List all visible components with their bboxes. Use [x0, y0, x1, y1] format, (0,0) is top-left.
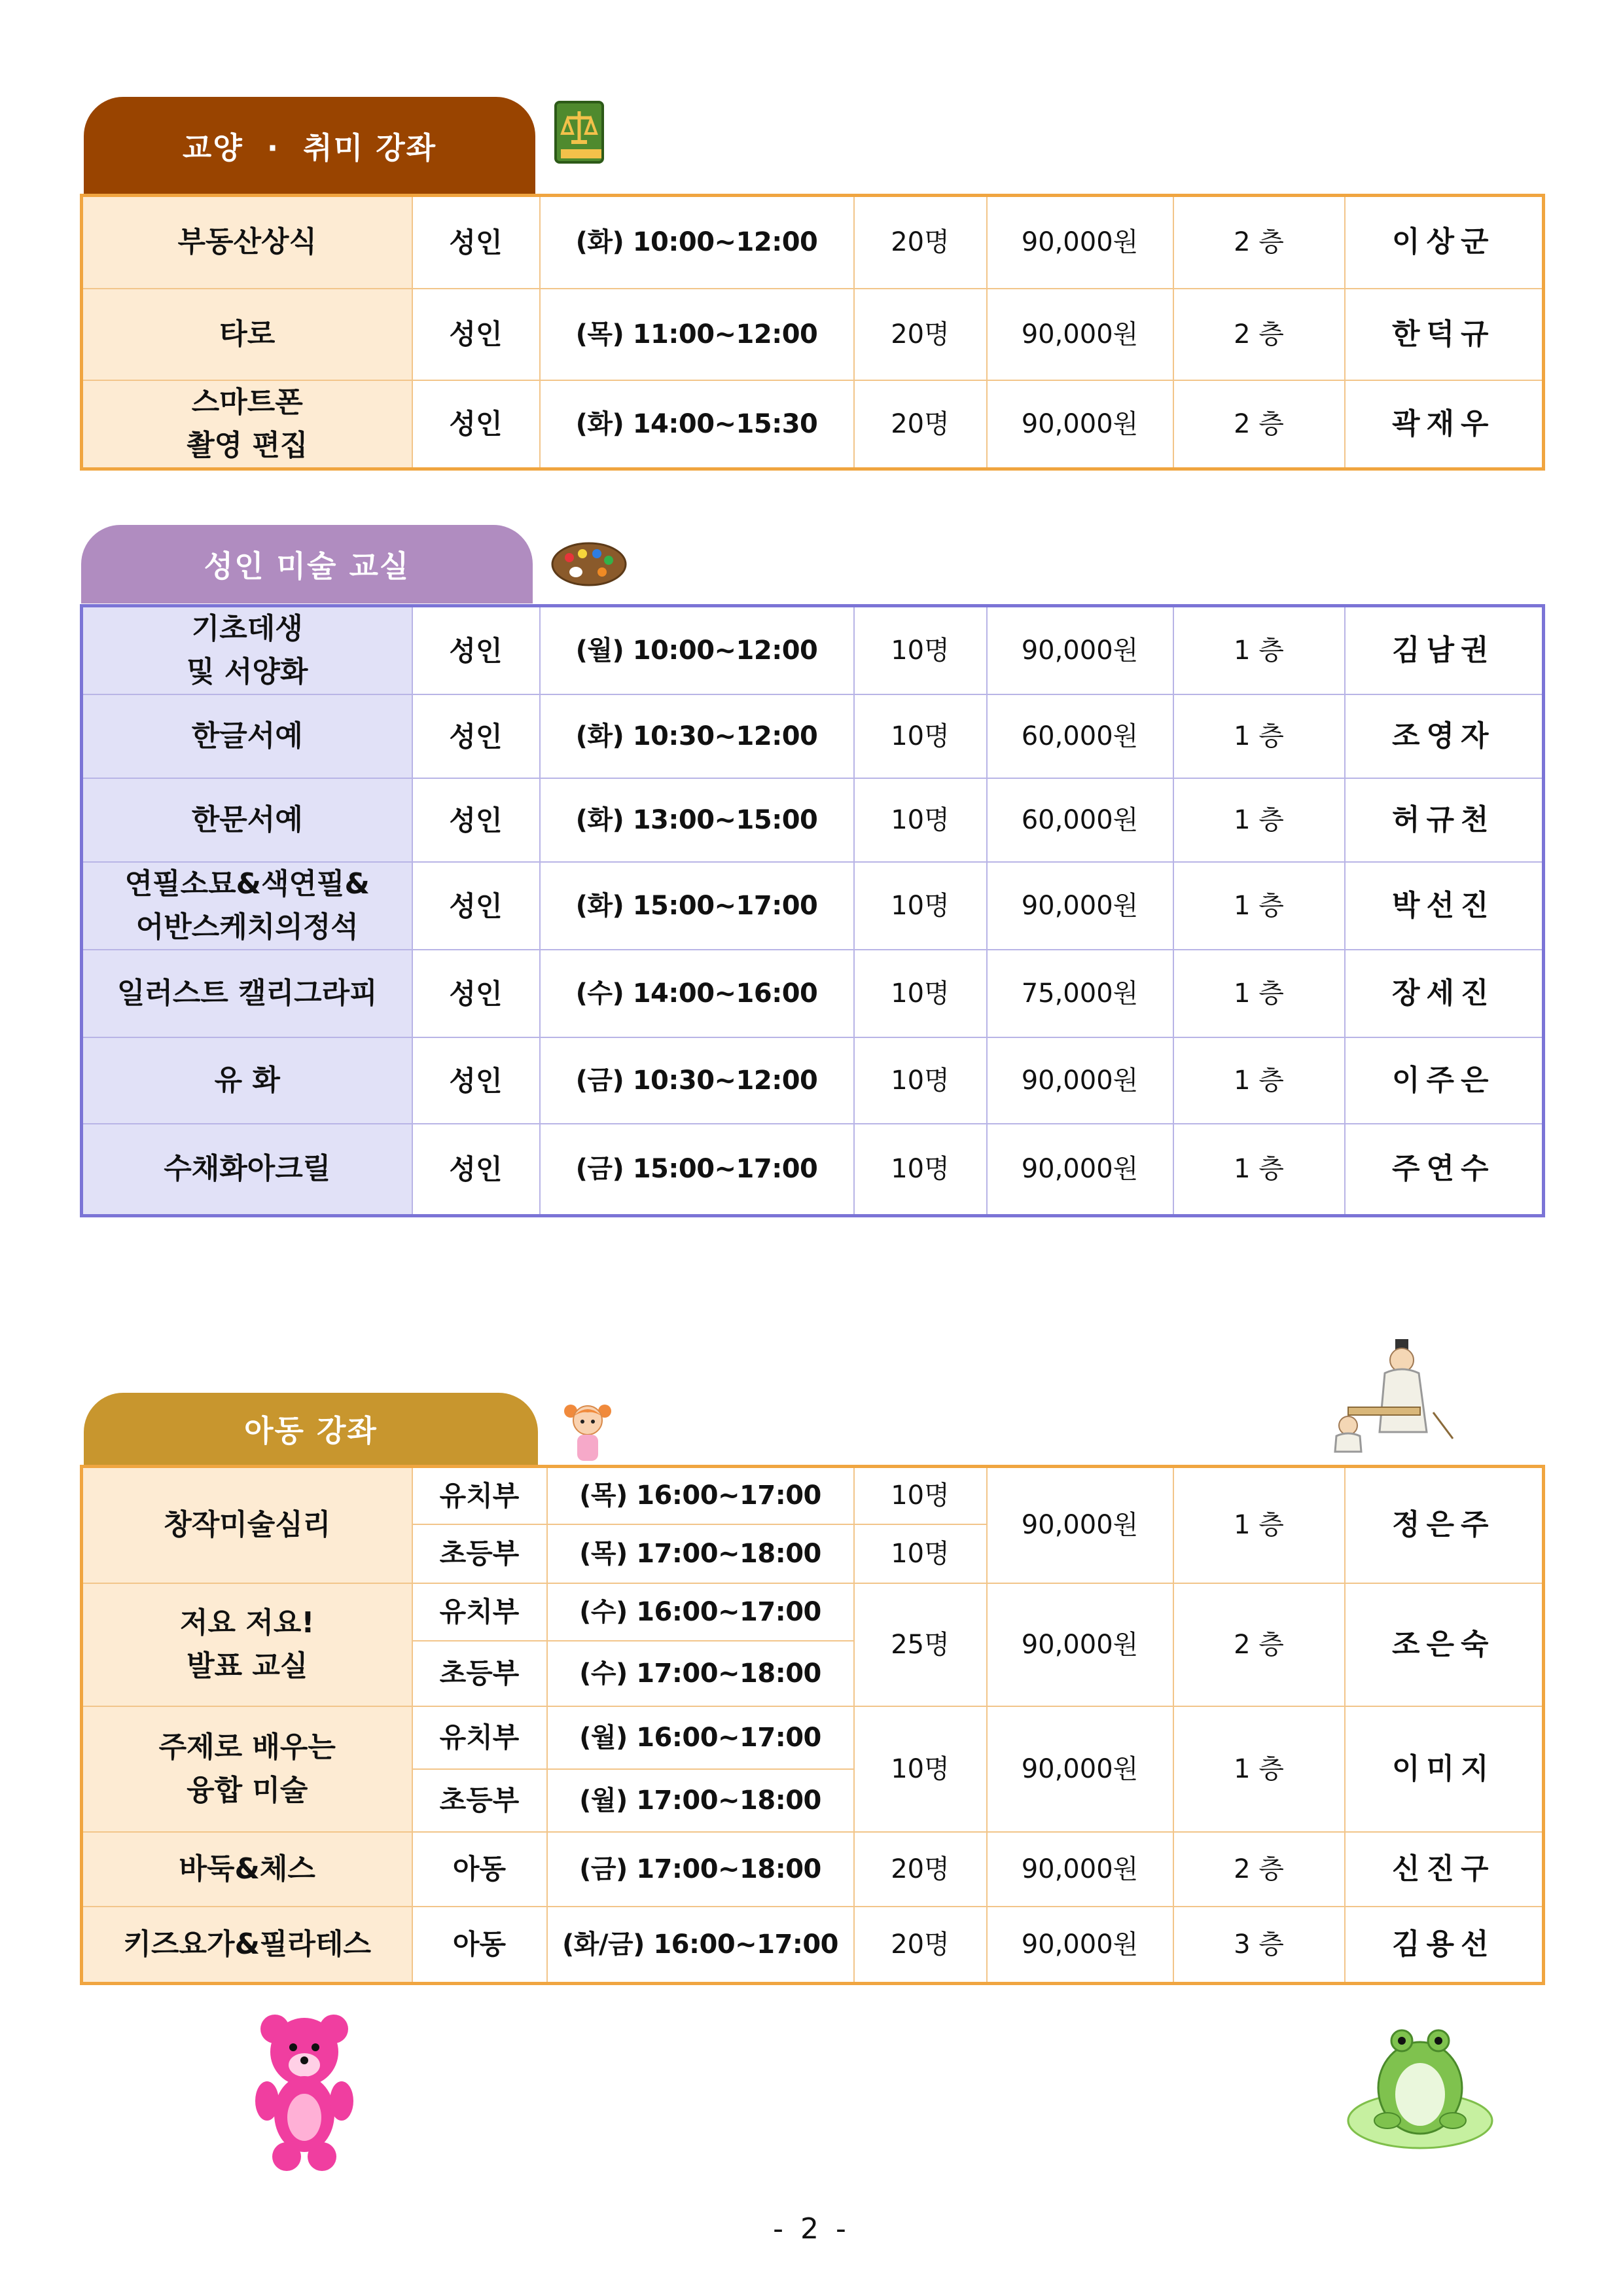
course-floor: 2 층	[1173, 1583, 1345, 1706]
course-teacher: 이주은	[1345, 1037, 1544, 1124]
course-time: (목) 17:00~18:00	[547, 1524, 854, 1583]
course-floor: 1 층	[1173, 778, 1345, 862]
course-fee: 75,000원	[987, 950, 1173, 1037]
course-target: 초등부	[412, 1641, 547, 1706]
course-fee: 60,000원	[987, 694, 1173, 778]
course-time: (목) 16:00~17:00	[547, 1467, 854, 1524]
course-floor: 1 층	[1173, 1706, 1345, 1832]
course-fee: 90,000원	[987, 1907, 1173, 1984]
course-fee: 90,000원	[987, 1706, 1173, 1832]
teddy-bear-icon	[249, 2009, 360, 2173]
course-target: 성인	[412, 862, 540, 950]
table-row	[82, 1037, 1544, 1124]
course-name: 한문서예	[82, 778, 412, 862]
course-name: 유 화	[82, 1037, 412, 1124]
course-fee: 60,000원	[987, 778, 1173, 862]
course-name: 바둑&체스	[82, 1832, 412, 1907]
table-row	[82, 1124, 1544, 1215]
course-target: 아동	[412, 1832, 547, 1907]
course-floor: 1 층	[1173, 606, 1345, 695]
course-target: 성인	[412, 380, 540, 469]
course-name: 한글서예	[82, 694, 412, 778]
course-time: (화) 10:30~12:00	[540, 694, 854, 778]
course-time: (수) 17:00~18:00	[547, 1641, 854, 1706]
course-name: 키즈요가&필라테스	[82, 1907, 412, 1984]
children-courses-table	[80, 1465, 1545, 1985]
section-title-tab	[84, 1393, 538, 1465]
course-time: (수) 16:00~17:00	[547, 1583, 854, 1641]
culture-hobby-table	[80, 194, 1545, 471]
course-fee: 90,000원	[987, 1467, 1173, 1583]
course-name: 일러스트 캘리그라피	[82, 950, 412, 1037]
course-target: 성인	[412, 694, 540, 778]
course-capacity: 10명	[854, 778, 987, 862]
section-title-tab	[81, 525, 533, 603]
course-capacity: 10명	[854, 694, 987, 778]
course-target: 성인	[412, 950, 540, 1037]
course-teacher: 주연수	[1345, 1124, 1544, 1215]
course-capacity: 10명	[854, 1524, 987, 1583]
course-teacher: 조은숙	[1345, 1583, 1544, 1706]
course-time: (월) 17:00~18:00	[547, 1769, 854, 1832]
course-fee: 90,000원	[987, 1832, 1173, 1907]
frog-icon	[1342, 2009, 1499, 2153]
course-name: 연필소묘&색연필& 어반스케치의정석	[82, 862, 412, 950]
course-name: 부동산상식	[82, 196, 412, 289]
course-time: (화) 10:00~12:00	[540, 196, 854, 289]
course-teacher: 한덕규	[1345, 289, 1544, 380]
course-capacity: 10명	[854, 1467, 987, 1524]
course-floor: 1 층	[1173, 1124, 1345, 1215]
course-teacher: 허규천	[1345, 778, 1544, 862]
table-row	[82, 1832, 1544, 1907]
course-name: 수채화아크릴	[82, 1124, 412, 1215]
table-row	[82, 1583, 1544, 1641]
course-teacher: 이미지	[1345, 1706, 1544, 1832]
course-floor: 1 층	[1173, 1467, 1345, 1583]
course-floor: 2 층	[1173, 196, 1345, 289]
course-target: 아동	[412, 1907, 547, 1984]
course-teacher: 김용선	[1345, 1907, 1544, 1984]
course-fee: 90,000원	[987, 1583, 1173, 1706]
course-time: (화) 14:00~15:30	[540, 380, 854, 469]
course-time: (화) 15:00~17:00	[540, 862, 854, 950]
course-floor: 2 층	[1173, 1832, 1345, 1907]
adult-art-table	[80, 604, 1545, 1217]
course-teacher: 이상군	[1345, 196, 1544, 289]
course-capacity: 10명	[854, 1037, 987, 1124]
course-target: 유치부	[412, 1706, 547, 1769]
course-fee: 90,000원	[987, 862, 1173, 950]
table-row	[82, 1907, 1544, 1984]
course-teacher: 곽재우	[1345, 380, 1544, 469]
course-fee: 90,000원	[987, 1037, 1173, 1124]
course-target: 초등부	[412, 1524, 547, 1583]
table-row	[82, 778, 1544, 862]
section-title: 아동 강좌	[244, 1413, 378, 1448]
course-capacity: 25명	[854, 1583, 987, 1706]
course-time: (금) 10:30~12:00	[540, 1037, 854, 1124]
course-floor: 1 층	[1173, 950, 1345, 1037]
course-teacher: 박선진	[1345, 862, 1544, 950]
course-time: (월) 16:00~17:00	[547, 1706, 854, 1769]
table-row	[82, 950, 1544, 1037]
course-name: 창작미술심리	[82, 1467, 412, 1583]
section-title-tab	[84, 97, 535, 195]
course-name: 저요 저요! 발표 교실	[82, 1583, 412, 1706]
course-teacher: 장세진	[1345, 950, 1544, 1037]
page-number: - 2 -	[773, 2212, 850, 2246]
table-row	[82, 694, 1544, 778]
course-target: 성인	[412, 1037, 540, 1124]
table-row	[82, 606, 1544, 695]
section-title: 교양 · 취미 강좌	[182, 130, 437, 166]
course-target: 성인	[412, 289, 540, 380]
course-name: 스마트폰 촬영 편집	[82, 380, 412, 469]
course-capacity: 10명	[854, 862, 987, 950]
table-row	[82, 380, 1544, 469]
course-fee: 90,000원	[987, 1124, 1173, 1215]
scholar-icon	[1322, 1334, 1459, 1458]
course-floor: 1 층	[1173, 694, 1345, 778]
table-row	[82, 1467, 1544, 1524]
course-target: 성인	[412, 1124, 540, 1215]
course-time: (화/금) 16:00~17:00	[547, 1907, 854, 1984]
course-capacity: 20명	[854, 289, 987, 380]
table-row	[82, 862, 1544, 950]
palette-icon	[550, 538, 628, 590]
course-target: 성인	[412, 606, 540, 695]
course-time: (금) 15:00~17:00	[540, 1124, 854, 1215]
course-floor: 2 층	[1173, 380, 1345, 469]
course-name: 타로	[82, 289, 412, 380]
course-fee: 90,000원	[987, 606, 1173, 695]
girl-icon	[562, 1398, 614, 1463]
course-floor: 2 층	[1173, 289, 1345, 380]
course-target: 유치부	[412, 1467, 547, 1524]
course-floor: 3 층	[1173, 1907, 1345, 1984]
course-time: (목) 11:00~12:00	[540, 289, 854, 380]
course-name: 기초데생 및 서양화	[82, 606, 412, 695]
course-time: (금) 17:00~18:00	[547, 1832, 854, 1907]
course-fee: 90,000원	[987, 380, 1173, 469]
course-teacher: 신진구	[1345, 1832, 1544, 1907]
course-target: 초등부	[412, 1769, 547, 1832]
course-capacity: 20명	[854, 380, 987, 469]
course-capacity: 10명	[854, 1706, 987, 1832]
course-capacity: 20명	[854, 1907, 987, 1984]
course-target: 성인	[412, 778, 540, 862]
course-fee: 90,000원	[987, 196, 1173, 289]
course-capacity: 20명	[854, 196, 987, 289]
course-teacher: 조영자	[1345, 694, 1544, 778]
course-name: 주제로 배우는 융합 미술	[82, 1706, 412, 1832]
course-time: (화) 13:00~15:00	[540, 778, 854, 862]
book-icon	[553, 99, 605, 165]
course-teacher: 정은주	[1345, 1467, 1544, 1583]
course-target: 성인	[412, 196, 540, 289]
table-row	[82, 289, 1544, 380]
table-row	[82, 196, 1544, 289]
section-title: 성인 미술 교실	[204, 548, 410, 584]
course-floor: 1 층	[1173, 862, 1345, 950]
course-fee: 90,000원	[987, 289, 1173, 380]
course-floor: 1 층	[1173, 1037, 1345, 1124]
course-time: (월) 10:00~12:00	[540, 606, 854, 695]
course-capacity: 10명	[854, 606, 987, 695]
course-capacity: 20명	[854, 1832, 987, 1907]
course-capacity: 10명	[854, 950, 987, 1037]
course-capacity: 10명	[854, 1124, 987, 1215]
course-time: (수) 14:00~16:00	[540, 950, 854, 1037]
course-teacher: 김남권	[1345, 606, 1544, 695]
table-row	[82, 1706, 1544, 1769]
course-target: 유치부	[412, 1583, 547, 1641]
